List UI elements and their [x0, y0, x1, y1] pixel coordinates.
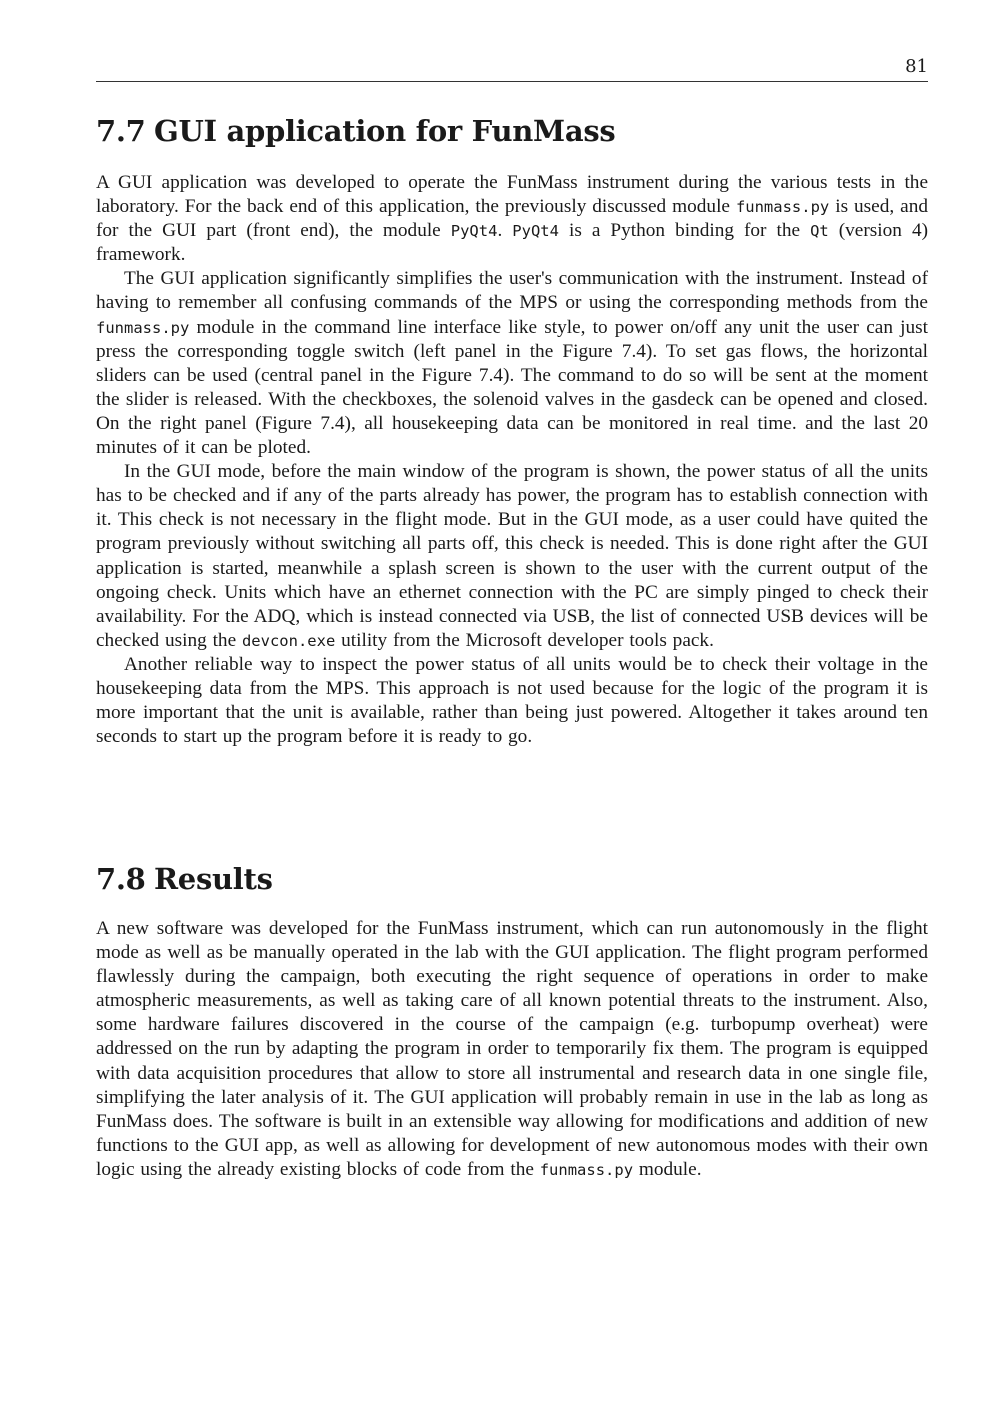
text-run: module. [633, 1158, 702, 1180]
text-run: The GUI application significantly simplifies the user's communication with the instrument. Instead of having to remember all confusing commands of the MPS or using the corresponding methods from the [96, 268, 928, 314]
text-run: module in the command line interface like style, to power on/off any unit the user can just press the corresponding toggle switch (left panel in the Figure 7.4). To set gas flows, the horizontal sliders can be used (central panel in the Figure 7.4). The command to do so will be sent at the moment the slider is released. With the checkboxes, the solenoid valves in the gasdeck can be opened and closed. On the right panel (Figure 7.4), all housekeeping data can be monitored in real time. and the last 20 minutes of it can be ploted. [96, 316, 928, 459]
inline-code: PyQt4 [512, 222, 559, 241]
paragraph [96, 917, 928, 1182]
inline-code: PyQt4 [450, 222, 498, 241]
paragraph [96, 653, 928, 749]
text-run: A GUI application was developed to operate the FunMass instrument during the various tests in the laboratory. For the back end of this application, the previously discussed module [96, 172, 928, 218]
page-number: 81 [905, 56, 928, 77]
section-body-7-8 [96, 917, 928, 1182]
inline-code: devcon.exe [241, 631, 336, 650]
inline-code: Qt [810, 222, 829, 241]
inline-code: funmass.py [735, 198, 830, 217]
text-run: Another reliable way to inspect the power status of all units would be to check their voltage in the housekeeping data from the MPS. This approach is not used because for the logic of the program it is more important that the unit is available, rather than being just powered. Altogether it takes around ten seconds to start up the program before it is ready to go. [96, 653, 928, 748]
inline-code: funmass.py [96, 318, 190, 337]
text-run: (version 4) framework. [96, 220, 929, 266]
header-rule [96, 81, 928, 82]
text-run: utility from the Microsoft developer tools pack. [335, 629, 714, 651]
text-run: A new software was developed for the FunMass instrument, which can run autonomously in the flight mode as well as be manually operated in the lab with the GUI application. The flight program performed flawlessly during the campaign, both executing the right sequence of operations in order to make atmospheric measurements, as well as taking care of all known potential threats to the instrument. Also, some hardware failures discovered in the course of the campaign (e.g. turbopump overheat) were addressed on the run by adapting the program in order to temporarily fix them. The program is equipped with data acquisition procedures that allow to store all instrumental and research data in one single file, simplifying the later analysis of it. The GUI application will probably remain in use in the lab as long as FunMass does. The software is built in an extensible way allowing for modifications and addition of new functions to the GUI app, as well as allowing for development of new autonomous modes with their own logic using the already existing blocks of code from the [96, 918, 928, 1180]
section-body-7-7 [96, 171, 928, 749]
text-run: is a Python binding for the [558, 220, 811, 242]
section-heading-7-7: 7.7 GUI application for FunMass [96, 114, 616, 148]
inline-code: funmass.py [539, 1160, 634, 1179]
section-heading-7-8: 7.8 Results [96, 862, 273, 896]
paragraph [96, 171, 928, 267]
text-run: is used, and for the GUI part (front end), the module [96, 196, 928, 242]
text-run: In the GUI mode, before the main window of the program is shown, the power status of all the units has to be checked and if any of the parts already has power, the program has to establish connection with it. This check is not necessary in the flight mode. But in the GUI mode, as a user could have quited the program previously without switching all parts off, this check is needed. This is done right after the GUI application is started, meanwhile a splash screen is shown to the user with the current output of the ongoing check. Units which have an ethernet connection with the PC are simply pinged to check their availability. For the ADQ, which is instead connected via USB, the list of connected USB devices will be checked using the [96, 461, 928, 651]
text-run: . [497, 220, 513, 242]
paragraph [96, 267, 928, 460]
paragraph [96, 460, 928, 653]
